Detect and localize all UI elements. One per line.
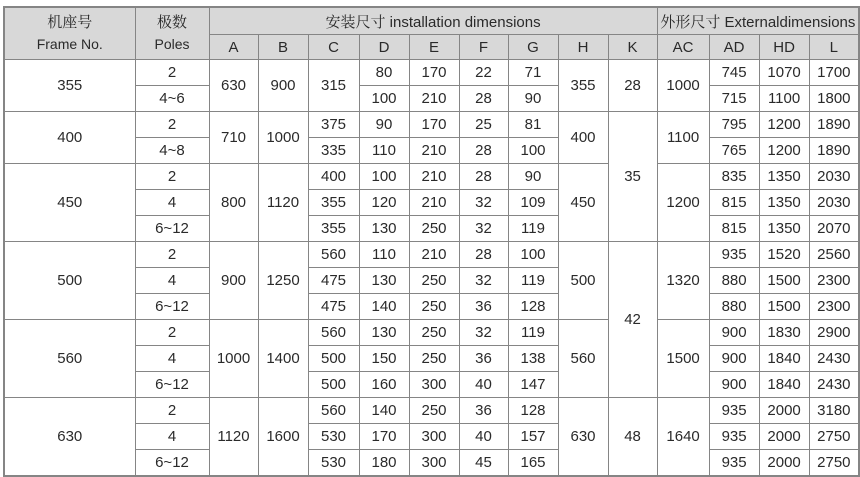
dim-l-cell: 1890: [809, 112, 859, 138]
dim-l-cell: 2030: [809, 190, 859, 216]
dim-g-cell: 119: [508, 216, 558, 242]
dim-e-cell: 300: [409, 450, 459, 477]
dim-hd-cell: 1350: [759, 190, 809, 216]
col-header-c: C: [308, 35, 359, 60]
dim-d-cell: 80: [359, 60, 409, 86]
dim-g-cell: 100: [508, 138, 558, 164]
dim-f-cell: 40: [459, 424, 508, 450]
dim-l-cell: 2900: [809, 320, 859, 346]
dim-f-cell: 32: [459, 268, 508, 294]
dim-k-cell: 42: [608, 242, 657, 398]
dim-d-cell: 120: [359, 190, 409, 216]
dim-g-cell: 119: [508, 268, 558, 294]
dim-g-cell: 128: [508, 398, 558, 424]
poles-cell: 4~8: [135, 138, 209, 164]
col-header-b: B: [258, 35, 308, 60]
dim-ac-cell: 1320: [657, 242, 709, 320]
dim-l-cell: 3180: [809, 398, 859, 424]
dim-c-cell: 475: [308, 294, 359, 320]
dim-d-cell: 140: [359, 294, 409, 320]
dim-h-cell: 500: [558, 242, 608, 320]
table-row: [4, 320, 859, 346]
dim-f-cell: 32: [459, 190, 508, 216]
dim-f-cell: 28: [459, 164, 508, 190]
table-row: [4, 60, 859, 86]
frame-no-header-zh: 机座号: [47, 14, 93, 32]
table-body: [4, 60, 859, 477]
dim-b-cell: 1400: [258, 320, 308, 398]
dim-ad-cell: 815: [709, 190, 759, 216]
table-row: [4, 164, 859, 190]
dim-g-cell: 81: [508, 112, 558, 138]
dim-l-cell: 2030: [809, 164, 859, 190]
dim-l-cell: 1800: [809, 86, 859, 112]
dim-ad-cell: 880: [709, 294, 759, 320]
dim-d-cell: 150: [359, 346, 409, 372]
dim-g-cell: 138: [508, 346, 558, 372]
dim-c-cell: 475: [308, 268, 359, 294]
dim-f-cell: 36: [459, 398, 508, 424]
external-dimensions-header: 外形尺寸 Externaldimensions: [657, 7, 859, 35]
dim-hd-cell: 1200: [759, 112, 809, 138]
frame-no-cell: 630: [4, 398, 135, 477]
dim-e-cell: 300: [409, 424, 459, 450]
dim-f-cell: 25: [459, 112, 508, 138]
table-header: [4, 7, 859, 60]
dim-hd-cell: 1830: [759, 320, 809, 346]
poles-header-zh: 极数: [156, 14, 187, 32]
dim-e-cell: 210: [409, 86, 459, 112]
dim-hd-cell: 1520: [759, 242, 809, 268]
dim-f-cell: 32: [459, 216, 508, 242]
dim-ad-cell: 880: [709, 268, 759, 294]
dim-c-cell: 400: [308, 164, 359, 190]
dim-c-cell: 315: [308, 60, 359, 112]
dim-l-cell: 2750: [809, 424, 859, 450]
dim-c-cell: 355: [308, 216, 359, 242]
poles-cell: 2: [135, 112, 209, 138]
dim-k-cell: 48: [608, 398, 657, 477]
dim-b-cell: 1000: [258, 112, 308, 164]
dim-hd-cell: 1200: [759, 138, 809, 164]
dim-d-cell: 160: [359, 372, 409, 398]
dim-l-cell: 1890: [809, 138, 859, 164]
frame-no-cell: 450: [4, 164, 135, 242]
dim-b-cell: 1600: [258, 398, 308, 477]
dim-a-cell: 900: [209, 242, 258, 320]
dim-g-cell: 71: [508, 60, 558, 86]
poles-cell: 4: [135, 190, 209, 216]
table-row: [4, 398, 859, 424]
dim-h-cell: 560: [558, 320, 608, 398]
dim-g-cell: 90: [508, 164, 558, 190]
dim-h-cell: 450: [558, 164, 608, 242]
poles-cell: 6~12: [135, 450, 209, 477]
dim-c-cell: 560: [308, 242, 359, 268]
frame-no-cell: 560: [4, 320, 135, 398]
poles-cell: 4: [135, 268, 209, 294]
dim-f-cell: 32: [459, 320, 508, 346]
dim-c-cell: 375: [308, 112, 359, 138]
header-row-1: [4, 7, 859, 35]
poles-cell: 4: [135, 424, 209, 450]
dim-e-cell: 170: [409, 60, 459, 86]
dim-hd-cell: 1350: [759, 216, 809, 242]
poles-cell: 6~12: [135, 294, 209, 320]
frame-no-cell: 355: [4, 60, 135, 112]
dim-l-cell: 1700: [809, 60, 859, 86]
dim-g-cell: 147: [508, 372, 558, 398]
dim-ad-cell: 935: [709, 424, 759, 450]
dim-l-cell: 2430: [809, 372, 859, 398]
dim-ad-cell: 900: [709, 372, 759, 398]
dim-e-cell: 250: [409, 268, 459, 294]
installation-dimensions-header: 安装尺寸 installation dimensions: [209, 7, 657, 35]
dim-a-cell: 1000: [209, 320, 258, 398]
col-header-e: E: [409, 35, 459, 60]
dim-e-cell: 210: [409, 164, 459, 190]
dim-hd-cell: 1350: [759, 164, 809, 190]
dim-hd-cell: 1070: [759, 60, 809, 86]
dim-d-cell: 110: [359, 242, 409, 268]
frame-no-header: [4, 7, 135, 60]
dim-l-cell: 2300: [809, 294, 859, 320]
col-header-d: D: [359, 35, 409, 60]
dim-d-cell: 130: [359, 320, 409, 346]
dim-ad-cell: 900: [709, 346, 759, 372]
table-row: [4, 112, 859, 138]
dim-k-cell: 28: [608, 60, 657, 112]
col-header-ac: AC: [657, 35, 709, 60]
dim-e-cell: 210: [409, 190, 459, 216]
dim-d-cell: 130: [359, 216, 409, 242]
poles-cell: 2: [135, 60, 209, 86]
dimensions-table: [3, 6, 860, 477]
dim-ad-cell: 795: [709, 112, 759, 138]
dim-ac-cell: 1000: [657, 60, 709, 112]
dim-l-cell: 2430: [809, 346, 859, 372]
dim-b-cell: 1120: [258, 164, 308, 242]
col-header-h: H: [558, 35, 608, 60]
dim-l-cell: 2750: [809, 450, 859, 477]
dim-l-cell: 2070: [809, 216, 859, 242]
dim-hd-cell: 1100: [759, 86, 809, 112]
dim-ad-cell: 935: [709, 242, 759, 268]
dim-f-cell: 36: [459, 346, 508, 372]
dim-d-cell: 100: [359, 164, 409, 190]
poles-cell: 4: [135, 346, 209, 372]
dim-d-cell: 170: [359, 424, 409, 450]
poles-cell: 2: [135, 320, 209, 346]
dim-e-cell: 300: [409, 372, 459, 398]
dim-ac-cell: 1640: [657, 398, 709, 477]
dim-e-cell: 250: [409, 294, 459, 320]
dim-f-cell: 40: [459, 372, 508, 398]
poles-cell: 6~12: [135, 372, 209, 398]
dim-b-cell: 1250: [258, 242, 308, 320]
dim-e-cell: 250: [409, 216, 459, 242]
dim-f-cell: 28: [459, 242, 508, 268]
dim-f-cell: 22: [459, 60, 508, 86]
dim-k-cell: 35: [608, 112, 657, 242]
frame-no-cell: 400: [4, 112, 135, 164]
dim-a-cell: 800: [209, 164, 258, 242]
dim-ad-cell: 765: [709, 138, 759, 164]
dim-ac-cell: 1100: [657, 112, 709, 164]
dim-hd-cell: 1840: [759, 346, 809, 372]
dim-ac-cell: 1500: [657, 320, 709, 398]
dim-g-cell: 109: [508, 190, 558, 216]
dim-b-cell: 900: [258, 60, 308, 112]
dim-f-cell: 45: [459, 450, 508, 477]
dim-e-cell: 250: [409, 320, 459, 346]
dim-g-cell: 90: [508, 86, 558, 112]
col-header-ad: AD: [709, 35, 759, 60]
dim-l-cell: 2560: [809, 242, 859, 268]
dim-ad-cell: 900: [709, 320, 759, 346]
dim-d-cell: 100: [359, 86, 409, 112]
poles-header: [135, 7, 209, 60]
dim-g-cell: 157: [508, 424, 558, 450]
dim-d-cell: 110: [359, 138, 409, 164]
dim-hd-cell: 2000: [759, 424, 809, 450]
dim-d-cell: 140: [359, 398, 409, 424]
col-header-hd: HD: [759, 35, 809, 60]
dim-a-cell: 630: [209, 60, 258, 112]
col-header-k: K: [608, 35, 657, 60]
col-header-g: G: [508, 35, 558, 60]
dim-g-cell: 119: [508, 320, 558, 346]
poles-cell: 4~6: [135, 86, 209, 112]
dim-hd-cell: 1500: [759, 268, 809, 294]
dim-h-cell: 355: [558, 60, 608, 112]
dim-f-cell: 36: [459, 294, 508, 320]
dim-c-cell: 530: [308, 450, 359, 477]
frame-no-cell: 500: [4, 242, 135, 320]
dim-a-cell: 710: [209, 112, 258, 164]
dim-e-cell: 170: [409, 112, 459, 138]
dim-ac-cell: 1200: [657, 164, 709, 242]
dim-g-cell: 165: [508, 450, 558, 477]
dim-ad-cell: 745: [709, 60, 759, 86]
dim-g-cell: 100: [508, 242, 558, 268]
dim-f-cell: 28: [459, 138, 508, 164]
dim-f-cell: 28: [459, 86, 508, 112]
dim-c-cell: 500: [308, 372, 359, 398]
dim-ad-cell: 715: [709, 86, 759, 112]
dim-ad-cell: 815: [709, 216, 759, 242]
dim-l-cell: 2300: [809, 268, 859, 294]
dim-c-cell: 500: [308, 346, 359, 372]
frame-no-header-en: Frame No.: [36, 36, 103, 53]
poles-cell: 6~12: [135, 216, 209, 242]
col-header-l: L: [809, 35, 859, 60]
dim-c-cell: 560: [308, 398, 359, 424]
dim-c-cell: 355: [308, 190, 359, 216]
dim-h-cell: 400: [558, 112, 608, 164]
dim-e-cell: 250: [409, 346, 459, 372]
dim-a-cell: 1120: [209, 398, 258, 477]
poles-cell: 2: [135, 398, 209, 424]
poles-header-en: Poles: [154, 36, 190, 53]
col-header-f: F: [459, 35, 508, 60]
dim-e-cell: 250: [409, 398, 459, 424]
dim-hd-cell: 2000: [759, 450, 809, 477]
dim-hd-cell: 1500: [759, 294, 809, 320]
dim-h-cell: 630: [558, 398, 608, 477]
dim-ad-cell: 835: [709, 164, 759, 190]
table-row: [4, 242, 859, 268]
dim-c-cell: 530: [308, 424, 359, 450]
dim-d-cell: 180: [359, 450, 409, 477]
dim-d-cell: 130: [359, 268, 409, 294]
poles-cell: 2: [135, 164, 209, 190]
dim-ad-cell: 935: [709, 450, 759, 477]
dim-e-cell: 210: [409, 242, 459, 268]
poles-cell: 2: [135, 242, 209, 268]
col-header-a: A: [209, 35, 258, 60]
dim-c-cell: 560: [308, 320, 359, 346]
dim-g-cell: 128: [508, 294, 558, 320]
dim-hd-cell: 1840: [759, 372, 809, 398]
dim-ad-cell: 935: [709, 398, 759, 424]
dim-e-cell: 210: [409, 138, 459, 164]
dim-d-cell: 90: [359, 112, 409, 138]
dim-c-cell: 335: [308, 138, 359, 164]
dim-hd-cell: 2000: [759, 398, 809, 424]
